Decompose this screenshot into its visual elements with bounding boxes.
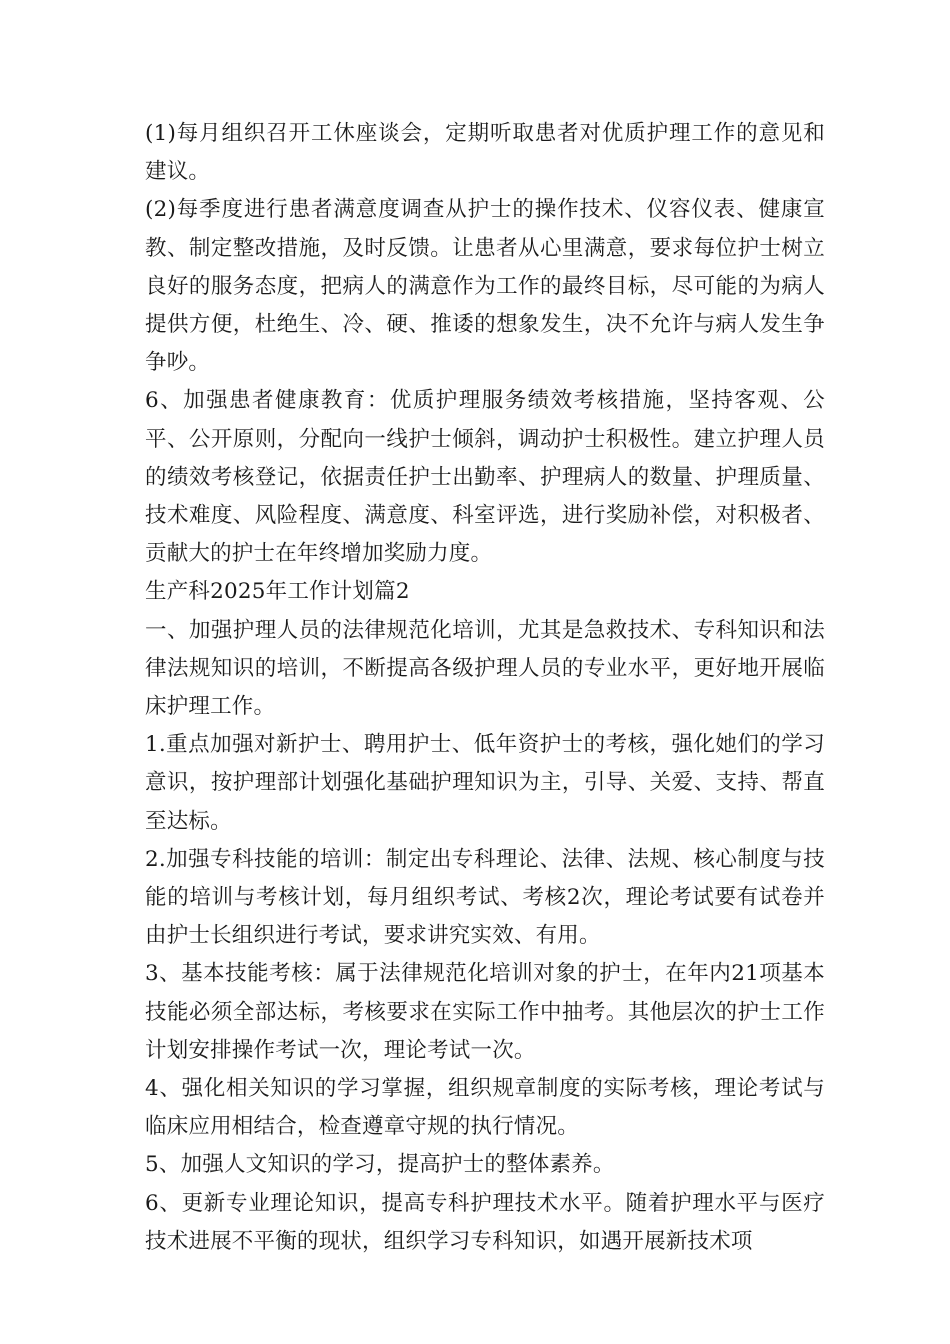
paragraph-item-sub-1: 1.重点加强对新护士、聘用护士、低年资护士的考核，强化她们的学习意识，按护理部计划强化基础护理知识为主，引导、关爱、支持、帮直至达标。 [145,732,825,834]
paragraph-item-sub-2: 2.加强专科技能的培训：制定出专科理论、法律、法规、核心制度与技能的培训与考核计划，每月组织考试、考核2次，理论考试要有试卷并由护士长组织进行考试，要求讲究实效、有用。 [145,846,825,949]
paragraph-item-6: 6、加强患者健康教育：优质护理服务绩效考核措施，坚持客观、公平、公开原则，分配向一线护士倾斜，调动护士积极性。建立护理人员的绩效考核登记，依据责任护士出勤率、护理病人的数量、护理质量、技术难度、风险程度、满意度、科室评选，进行奖励补偿，对积极者、贡献大的护士在年终增加奖励力度。 [145,388,825,567]
document-body [145,115,825,1261]
paragraph-item-sub-5: 5、加强人文知识的学习，提高护士的整体素养。 [145,1152,615,1178]
paragraph-item-one: 一、加强护理人员的法律规范化培训，尤其是急救技术、专科知识和法律法规知识的培训，不断提高各级护理人员的专业水平，更好地开展临床护理工作。 [145,617,825,720]
section-heading: 生产科2025年工作计划篇2 [145,579,410,605]
paragraph-item-1-1: (1)每月组织召开工休座谈会，定期听取患者对优质护理工作的意见和建议。 [145,121,825,185]
paragraph-item-sub-6: 6、更新专业理论知识，提高专科护理技术水平。随着护理水平与医疗技术进展不平衡的现状，组织学习专科知识，如遇开展新技术项 [145,1190,825,1254]
paragraph-item-sub-4: 4、强化相关知识的学习掌握，组织规章制度的实际考核，理论考试与临床应用相结合，检查遵章守规的执行情况。 [145,1076,825,1140]
paragraph-item-sub-3: 3、基本技能考核：属于法律规范化培训对象的护士，在年内21项基本技能必须全部达标，考核要求在实际工作中抽考。其他层次的护士工作计划安排操作考试一次，理论考试一次。 [145,961,825,1063]
paragraph-item-1-2: (2)每季度进行患者满意度调查从护士的操作技术、仪容仪表、健康宣教、制定整改措施，及时反馈。让患者从心里满意，要求每位护士树立良好的服务态度，把病人的满意作为工作的最终目标，尽可能的为病人提供方便，杜绝生、冷、硬、推诿的想象发生，决不允许与病人发生争争吵。 [145,197,825,376]
